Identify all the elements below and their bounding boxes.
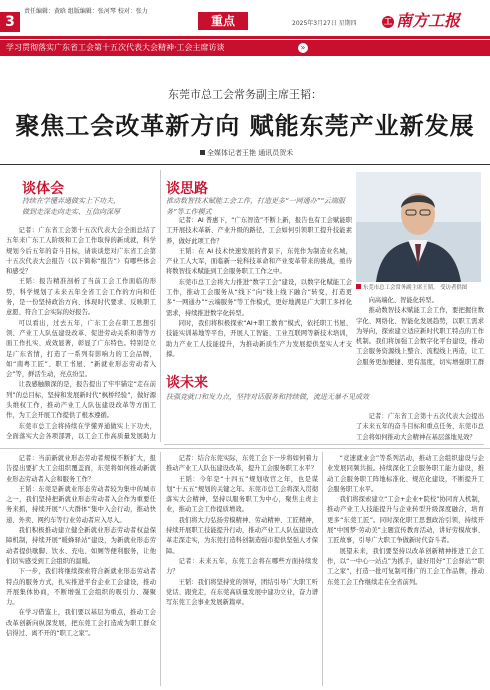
- column-5-top-body: [356, 296, 484, 368]
- paragraph: 王韬：报告精准剖析了当前工会工作面临的形势，科学规划了未来五年全省工会工作的方向和任务，是一份坚持政治方向、体现时代要求、反映职工意愿、符合工会实际的好报告。: [6, 278, 156, 317]
- bottom-column-3-body: [327, 454, 484, 686]
- paragraph: 在学习借鉴上，我们要以基层为重点，推动工会改革创新向纵深发展，把东莞工会打造成为职工群众信得过、离不开的“职工之家”。: [6, 609, 156, 638]
- photo-caption: [356, 284, 484, 292]
- column-2-body: [356, 412, 484, 442]
- paragraph: 下一步，我们将继续探索符合新就业形态劳动者特点的服务方式，扎实推进平台企业工会建设，推动开展集体协商，不断增强工会组织的吸引力、凝聚力。: [6, 568, 156, 607]
- lower-divider: [0, 448, 490, 449]
- series-banner: [0, 40, 490, 56]
- caption-square-icon: [356, 284, 361, 289]
- paragraph: 记者：未来五年，东莞工会将在哪些方面持续发力？: [166, 557, 318, 576]
- bottom-column-1-body: [6, 454, 156, 686]
- paragraph: 同时，我们将积极探索“AI+职工教育”模式，依托职工书屋、技能实训基地等平台，开展人工智能、工业互联网等新技术培训，助力产业工人技能提升，为推动新质生产力发展提供坚实人才支撑。: [166, 319, 352, 358]
- article-kicker: 东莞市总工会常务副主席王韬：: [168, 88, 322, 101]
- page-number: 3: [0, 12, 20, 32]
- column-3-body: [166, 216, 352, 442]
- paragraph: 王韬：在 AI 技术快速发展的背景下，东莞作为制造业名城，产业工人大军，面临新一轮科技革命和产业变革带来的挑战，亟待将数智技术赋能到工会服务职工工作之中。: [166, 247, 352, 276]
- portrait-photo: [356, 172, 481, 282]
- intro-desc-line: 做到走深走向走实、互信向深厚: [22, 208, 120, 216]
- column-1-body: [6, 226, 156, 440]
- outlook-divider: [164, 444, 484, 445]
- paragraph: 展望未来，我们要坚持以改革创新精神推进工会工作，以“一中心一站点”为抓手，建好用好“工会驿站”“职工之家”，打造一批可复制可推广的工会工作品牌，推动东莞工会工作继续走在全省前列。: [327, 547, 484, 586]
- outlook-section-desc: 扶强竞就口和发力点，坚持对话服务和持续做，流进无暴不见成效: [166, 393, 369, 401]
- editor-credits: 责任编辑：黄晗 组版编辑：张河琴 校对：张力: [24, 8, 148, 15]
- portrait-illustration: [356, 172, 481, 282]
- intro-section-title: 谈体会: [22, 181, 64, 197]
- series-banner-text: 学习贯彻落实广东省工会第十五次代表大会精神·工会主席访谈: [6, 43, 225, 52]
- paragraph: 记者：广东省工会第十五次代表大会提出了未来五年的奋斗目标和重点任务，东莞市总工会将如何推动大会精神在基层落地见效？: [356, 413, 484, 441]
- headline-divider: [0, 164, 490, 165]
- column-divider: [160, 452, 161, 686]
- thinking-section-desc: 推动数智技术赋能工会工作，打造更多“一网通办”“云端服务”等工作模式: [166, 197, 345, 216]
- paragraph: 东莞市总工会将持续在学懂弄通做实上下功夫，全面落实大会各项部署，以工会工作高质量发展助力: [6, 422, 156, 440]
- paragraph: 我们将大力弘扬劳模精神、劳动精神、工匠精神，持续开展职工技能提升行动，推动产业工人队伍建设改革走深走实，为东莞打造科创制造强市提供坚强人才保障。: [166, 516, 318, 555]
- intro-desc-line: 持续在学懂弄通做实上下功夫，: [22, 197, 120, 205]
- paragraph: 让我感触颇深的是，报告提出了牢牢锚定“走在前列”的总目标，坚持和发展新时代“枫桥经验”，做好源头维权工作，推动产业工人队伍建设改革等方面工作，为工会开展工作提供了根本遵循。: [6, 381, 156, 420]
- paragraph: 向高端化、智能化转型。: [368, 297, 438, 304]
- byline-text: 全媒体记者王艳 通讯员贺禾: [207, 149, 294, 157]
- newspaper-emblem-icon: 工: [384, 17, 392, 26]
- paragraph: 记者：当前新就业形态劳动者规模不断扩大，报告提出要扩大工会组织覆盖面，东莞将如何推动新就业形态劳动者入会和服务工作？: [6, 455, 156, 483]
- paragraph: 推动数智技术赋能工会工作，要把握住数字化、网络化、智能化发展趋势，以职工需求为导向，探索建立适应新时代职工特点的工作机制。我们将加强工会数字化平台建设，推动工会服务资源线上整合、流程线上再造，让工会服务更加便捷、更有温度，切实增强职工群: [356, 307, 484, 366]
- newspaper-logo: [382, 8, 460, 31]
- chevron-right-icon: »: [298, 43, 308, 53]
- paragraph: 东莞市总工会将大力推进“数字工会”建设，以数字化赋能工会工作，推动工会服务从“线下”向“线上线下融合”转变，打造更多“一网通办”“云端服务”等工作模式，更好地满足广大职工多样化需求，持续推进数字化转型。: [166, 278, 352, 317]
- article-byline: [200, 148, 293, 158]
- paragraph: “竞速就业会”等系列活动，推动工会组织建设与企业发展同频共振。持续深化工会服务职工能力建设，推动工会服务职工阵地标准化、规范化建设，不断提升工会服务职工水平。: [327, 455, 484, 493]
- newspaper-name: 南方工报: [396, 11, 461, 30]
- caption-text: 东莞市总工会常务副主席王韬。 受访者供图: [363, 285, 468, 291]
- bottom-column-2-body: [166, 454, 318, 686]
- column-divider: [160, 170, 161, 442]
- issue-date: 2025年3月27日 星期四: [292, 20, 357, 27]
- paragraph: 可以看出，过去五年，广东工会在职工思想引领、产业工人队伍建设改革、促进劳动关系和谐等方面工作扎实、成效显著，彰显了广东特色。特别是立足广东省情，打造了一系列有影响力的工会品牌，如“南粤工匠”、职工书屋、“新就业形态劳动者入会”等，鲜活生动，亮点纷呈。: [6, 319, 156, 379]
- paragraph: 王韬：我们将坚持党的领导，团结引导广大职工听党话、跟党走，在东莞高质量发展中建功立业，奋力谱写东莞工会事业发展新篇章。: [166, 578, 318, 607]
- header-rule: [0, 36, 490, 39]
- byline-square-icon: [200, 150, 205, 155]
- outlook-section-title: 谈未来: [166, 375, 208, 391]
- paragraph: 王韬：今年是“十四五”规划收官之年，也是谋划“十五五”规划的关键之年。东莞市总工会将深入贯彻落实大会精神，坚持以服务职工为中心，聚焦主责主业，推动工会工作提质增效。: [166, 475, 318, 514]
- intro-section-desc: [22, 196, 150, 218]
- paragraph: 记者：结合东莞实际，东莞工会下一步将如何着力推动产业工人队伍建设改革，提升工会服务职工水平？: [166, 455, 318, 473]
- paragraph: 我们将探索建立“工会+企业+院校”协同育人机制，推动产业工人技能提升与企业转型升级深度融合，培育更多“东莞工匠”。同时深化职工思想政治引领，持续开展“中国梦·劳动美”主题宣传教育活动，讲好劳模故事、工匠故事，引导广大职工争做新时代奋斗者。: [327, 496, 484, 545]
- paragraph: 王韬：东莞是新就业形态劳动者较为集中的城市之一，我们坚持把新就业形态劳动者入会作为重要任务来抓，持续开展“八大群体”集中入会行动，推动快递、外卖、网约车等行业劳动者应入尽入。: [6, 485, 156, 524]
- paragraph: 记者：AI 普惠下，“广东智造”不断上新，报告也有工会赋能职工开展技术革新、产业升级的路径，工会如何引领职工提升技能素养，做好此项工作？: [166, 217, 352, 245]
- column-divider: [322, 452, 323, 686]
- section-tag: 重点: [198, 12, 248, 30]
- paragraph: 我们积极推动建立健全新就业形态劳动者权益保障机制，持续开展“暖蜂驿站”建设，为新就业形态劳动者提供歇脚、饮水、充电、如厕等便利服务，让他们切实感受到工会组织的温暖。: [6, 527, 156, 565]
- thinking-section-title: 谈思路: [166, 181, 208, 197]
- article-headline: 聚焦工会改革新方向 赋能东莞产业新发展: [15, 111, 475, 140]
- paragraph: 记者：广东省工会第十五次代表大会全面总结了五年来广东工人阶级和工会工作取得的新成就，科学规划今后五年的奋斗目标，请谈谈您对广东省工会第十五次代表大会报告（以下简称“报告”）有哪些体会和感受？: [6, 227, 156, 276]
